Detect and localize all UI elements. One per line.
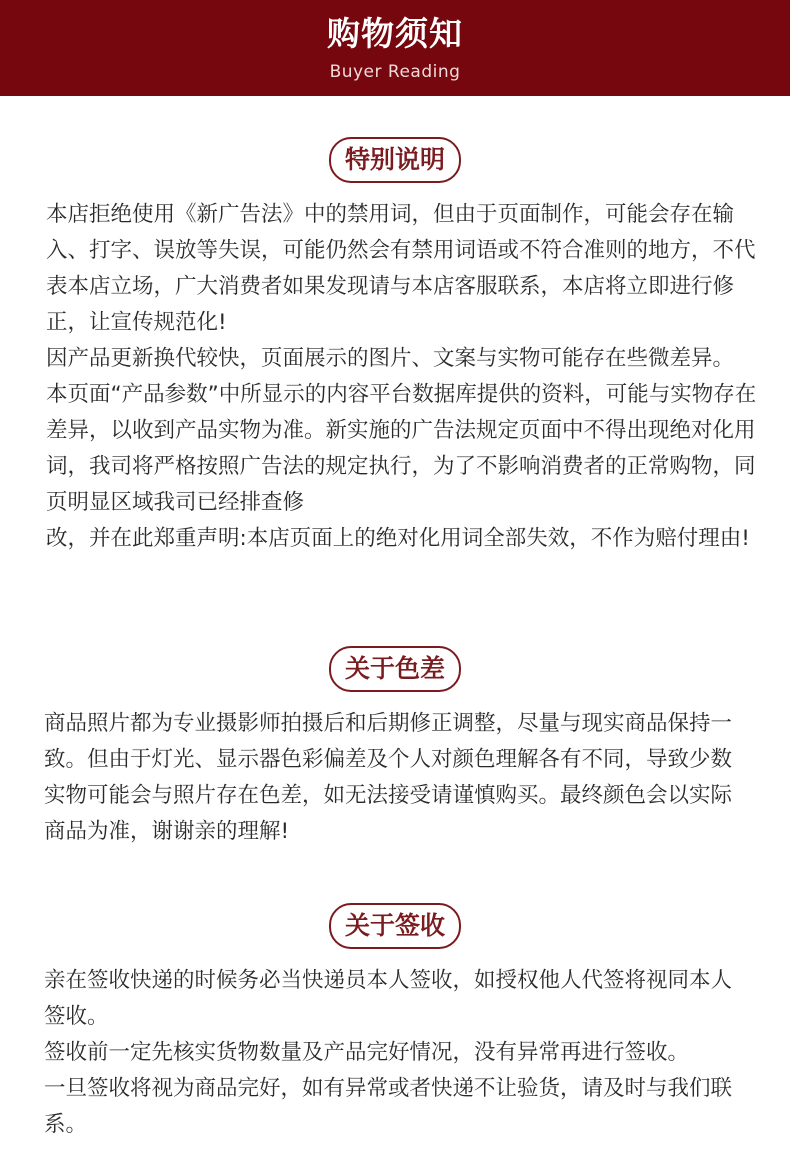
paragraph: 商品照片都为专业摄影师拍摄后和后期修正调整，尽量与现实商品保持一致。但由于灯光、显示器色彩偏差及个人对颜色理解各有不同，导致少数实物可能会与照片存在色差，如无法接受请谨慎购买。最终颜色会以实际商品为准，谢谢亲的理解! — [44, 711, 733, 844]
section-title-delivery-receipt: 关于签收 — [329, 903, 461, 949]
paragraph: 本店拒绝使用《新广告法》中的禁用词，但由于页面制作，可能会存在输入、打字、误放等失误，可能仍然会有禁用词语或不符合准则的地方，不代表本店立场，广大消费者如果发现请与本店客服联系，本店将立即进行修正，让宣传规范化! — [46, 202, 756, 335]
paragraph: 因产品更新换代较快，页面展示的图片、文案与实物可能存在些微差异。 — [46, 346, 735, 371]
section-body-special-notice — [46, 197, 758, 557]
page-subtitle: Buyer Reading — [329, 62, 461, 82]
section-body-color-difference — [44, 706, 744, 850]
paragraph: 改，并在此郑重声明:本店页面上的绝对化用词全部失效，不作为赔付理由! — [46, 526, 750, 551]
section-body-delivery-receipt — [44, 963, 744, 1143]
page-header — [0, 0, 790, 96]
paragraph: 本页面“产品参数”中所显示的内容平台数据库提供的资料，可能与实物存在差异，以收到产品实物为准。新实施的广告法规定页面中不得出现绝对化用词，我司将严格按照广告法的规定执行，为了不影响消费者的正常购物，同页明显区域我司已经排查修 — [46, 382, 757, 515]
section-title-special-notice: 特别说明 — [329, 137, 461, 183]
paragraph: 亲在签收快递的时候务必当快递员本人签收，如授权他人代签将视同本人签收。 — [44, 968, 733, 1029]
section-title-color-difference: 关于色差 — [329, 646, 461, 692]
paragraph: 一旦签收将视为商品完好，如有异常或者快递不让验货，请及时与我们联系。 — [44, 1076, 733, 1137]
page-title: 购物须知 — [327, 14, 463, 53]
paragraph: 签收前一定先核实货物数量及产品完好情况，没有异常再进行签收。 — [44, 1040, 690, 1065]
